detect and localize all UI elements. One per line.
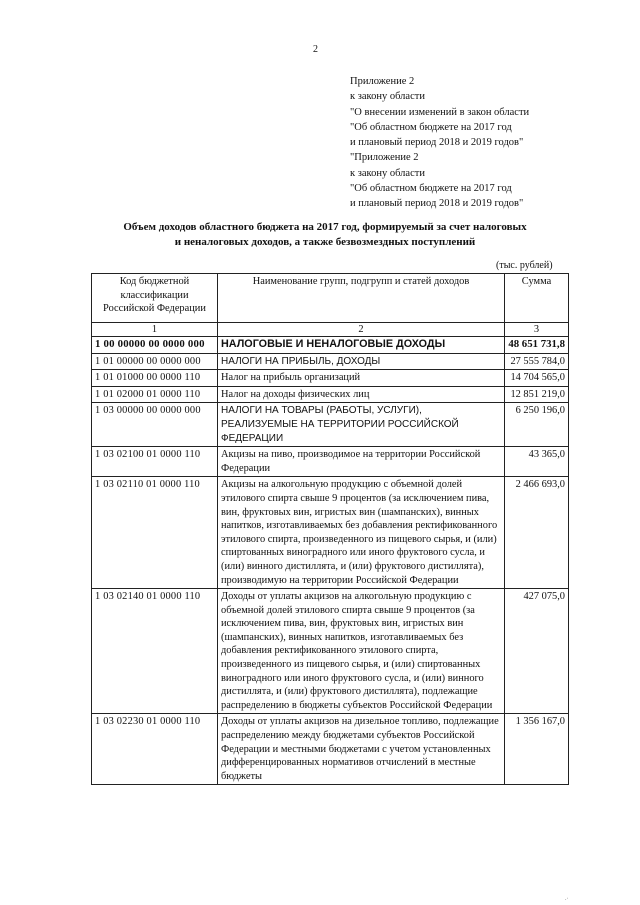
table-row	[92, 353, 569, 370]
table-row	[92, 386, 569, 403]
appendix-line: "Об областном бюджете на 2017 год	[350, 183, 512, 195]
row-sum: 1 356 167,0	[505, 714, 569, 785]
row-code: 1 00 00000 00 0000 000	[92, 337, 218, 354]
row-name: Доходы от уплаты акцизов на дизельное топливо, подлежащие распределению между бюджетами субъектов Российской Федерации и местными бюджетами с учетом установленных дифференцированных нормативов отчислений в местные бюджеты	[218, 714, 505, 785]
table-row	[92, 714, 569, 785]
table-row	[92, 370, 569, 387]
appendix-line: к закону области	[350, 167, 425, 179]
row-name: Доходы от уплаты акцизов на алкогольную продукцию с объемной долей этилового спирта свыше 9 процентов (за исключением пива, вин, фруктовых вин, игристых вин (шампанских), винных напитков, изготавливаемых без добавления ректификованного этилового спирта, произведенного из пищевого сырья, и (или) спиртованных виноградного или иного фруктового сусла, и (или) винного дистиллята, и (или) фруктового дистиллята), подлежащие распределению в бюджеты субъектов Российской Федерации	[218, 589, 505, 714]
revenue-table	[91, 273, 569, 785]
row-sum: 43 365,0	[505, 447, 569, 477]
table-row	[92, 337, 569, 354]
row-sum: 14 704 565,0	[505, 370, 569, 387]
row-name: Акцизы на алкогольную продукцию с объемной долей этилового спирта свыше 9 процентов (за исключением пива, вин, фруктовых вин, игристых вин (шампанских), винных напитков, изготавливаемых без добавления ректификованного этилового спирта, произведенного из пищевого сырья, и (или) спиртованных виноградного или иного фруктового сусла, и (или) винного дистиллята, и (или) фруктового дистиллята), производимую на территории Российской Федерации	[218, 477, 505, 589]
appendix-line: и плановый период 2018 и 2019 годов"	[350, 137, 524, 149]
units-label: (тыс. рублей)	[496, 260, 553, 271]
appendix-note	[350, 74, 529, 212]
column-number: 1	[92, 323, 218, 337]
row-code: 1 01 00000 00 0000 000	[92, 353, 218, 370]
page-number: 2	[313, 44, 318, 55]
row-code: 1 03 02230 01 0000 110	[92, 714, 218, 785]
row-name: НАЛОГИ НА ПРИБЫЛЬ, ДОХОДЫ	[218, 353, 505, 370]
row-sum: 27 555 784,0	[505, 353, 569, 370]
table-row	[92, 447, 569, 477]
table-row	[92, 589, 569, 714]
title-line: и неналоговых доходов, а также безвозмездных поступлений	[174, 236, 476, 248]
row-sum: 427 075,0	[505, 589, 569, 714]
table-row	[92, 403, 569, 447]
row-code: 1 03 00000 00 0000 000	[92, 403, 218, 447]
column-number: 3	[505, 323, 569, 337]
row-sum: 2 466 693,0	[505, 477, 569, 589]
row-name: НАЛОГИ НА ТОВАРЫ (РАБОТЫ, УСЛУГИ), РЕАЛИЗУЕМЫЕ НА ТЕРРИТОРИИ РОССИЙСКОЙ ФЕДЕРАЦИИ	[218, 403, 505, 447]
row-sum: 48 651 731,8	[505, 337, 569, 354]
row-name: Налог на прибыль организаций	[218, 370, 505, 387]
header-sum: Сумма	[505, 274, 569, 323]
row-code: 1 01 01000 00 0000 110	[92, 370, 218, 387]
scan-mark: .·	[565, 896, 569, 902]
table-header-row	[92, 274, 569, 323]
column-numbers-row	[92, 323, 569, 337]
row-code: 1 01 02000 01 0000 110	[92, 386, 218, 403]
header-name: Наименование групп, подгрупп и статей доходов	[218, 274, 505, 323]
appendix-line: "Приложение 2	[350, 152, 419, 164]
appendix-line: к закону области	[350, 91, 425, 103]
title-line: Объем доходов областного бюджета на 2017 год, формируемый за счет налоговых	[123, 221, 527, 233]
row-code: 1 03 02140 01 0000 110	[92, 589, 218, 714]
row-code: 1 03 02110 01 0000 110	[92, 477, 218, 589]
appendix-line: "Об областном бюджете на 2017 год	[350, 121, 512, 133]
row-code: 1 03 02100 01 0000 110	[92, 447, 218, 477]
table-row	[92, 477, 569, 589]
appendix-line: и плановый период 2018 и 2019 годов"	[350, 198, 524, 210]
document-title	[90, 220, 560, 250]
appendix-line: Приложение 2	[350, 76, 415, 87]
column-number: 2	[218, 323, 505, 337]
row-name: Налог на доходы физических лиц	[218, 386, 505, 403]
row-name: Акцизы на пиво, производимое на территории Российской Федерации	[218, 447, 505, 477]
row-sum: 12 851 219,0	[505, 386, 569, 403]
row-name: НАЛОГОВЫЕ И НЕНАЛОГОВЫЕ ДОХОДЫ	[218, 337, 505, 354]
row-sum: 6 250 196,0	[505, 403, 569, 447]
header-code: Код бюджетной классификации Российской Федерации	[92, 274, 218, 323]
appendix-line: "О внесении изменений в закон области	[350, 106, 530, 118]
